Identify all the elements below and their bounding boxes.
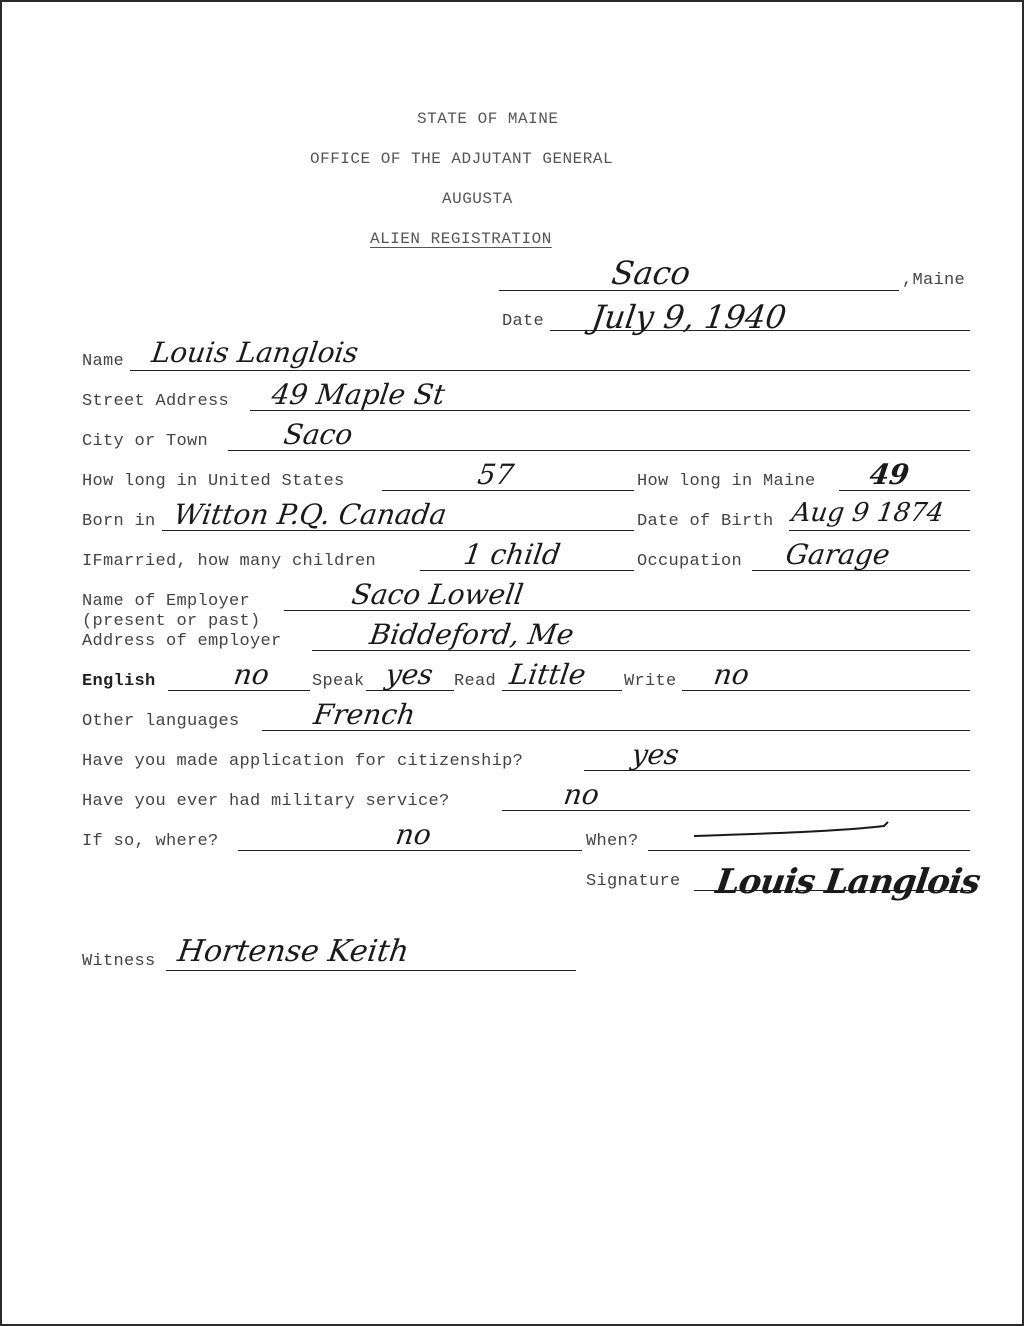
other-languages-label: Other languages (82, 712, 240, 731)
children-value: 1 child (461, 538, 563, 571)
write-label: Write (624, 672, 677, 691)
date-of-birth-line (789, 530, 970, 531)
signature-value: Louis Langlois (713, 862, 983, 902)
name-line (130, 370, 970, 371)
date-of-birth-label: Date of Birth (637, 512, 774, 531)
signature-label: Signature (586, 872, 681, 891)
children-label: IFmarried, how many children (82, 552, 377, 571)
how-long-maine-value: 49 (867, 458, 912, 491)
name-label: Name (82, 352, 125, 371)
born-in-label: Born in (82, 512, 156, 531)
write-value: no (711, 658, 752, 691)
date-label: Date (502, 312, 545, 331)
employer-note: (present or past) (82, 612, 261, 631)
english-label: English (82, 672, 156, 691)
witness-label: Witness (82, 952, 156, 971)
employer-address-value: Biddeford, Me (367, 618, 576, 651)
read-value: Little (507, 658, 588, 691)
speak-label: Speak (312, 672, 365, 691)
witness-value: Hortense Keith (175, 934, 412, 969)
town-line (499, 290, 899, 291)
how-long-us-value: 57 (475, 458, 516, 491)
citizenship-label: Have you made application for citizenship? (82, 752, 524, 771)
street-value: 49 Maple St (269, 378, 448, 411)
header-office: OFFICE OF THE ADJUTANT GENERAL (310, 150, 614, 168)
citizenship-value: yes (629, 738, 682, 771)
city-value: Saco (281, 418, 355, 451)
date-value: July 9, 1940 (589, 298, 789, 336)
other-languages-value: French (311, 698, 418, 731)
employer-address-label: Address of employer (82, 632, 282, 651)
street-label: Street Address (82, 392, 230, 411)
when-line (648, 850, 970, 851)
date-of-birth-value: Aug 9 1874 (789, 498, 946, 528)
occupation-value: Garage (783, 538, 892, 571)
city-label: City or Town (82, 432, 209, 451)
military-value: no (561, 778, 602, 811)
how-long-maine-label: How long in Maine (637, 472, 816, 491)
name-value: Louis Langlois (149, 336, 361, 369)
military-label: Have you ever had military service? (82, 792, 450, 811)
where-label: If so, where? (82, 832, 219, 851)
header-city: AUGUSTA (442, 190, 513, 208)
how-long-us-label: How long in United States (82, 472, 345, 491)
speak-value: yes (383, 658, 436, 691)
witness-line (166, 970, 576, 971)
header-state: STATE OF MAINE (417, 110, 559, 128)
when-dash-mark (692, 820, 892, 840)
when-label: When? (586, 832, 639, 851)
town-value: Saco (609, 254, 693, 292)
employer-name-label: Name of Employer (82, 592, 251, 611)
read-label: Read (454, 672, 497, 691)
where-value: no (393, 818, 434, 851)
occupation-label: Occupation (637, 552, 743, 571)
born-in-value: Witton P.Q. Canada (171, 498, 449, 531)
employer-name-value: Saco Lowell (349, 578, 526, 611)
header-title: ALIEN REGISTRATION (370, 230, 552, 248)
english-value: no (231, 658, 272, 691)
maine-label: ,Maine (902, 271, 966, 290)
